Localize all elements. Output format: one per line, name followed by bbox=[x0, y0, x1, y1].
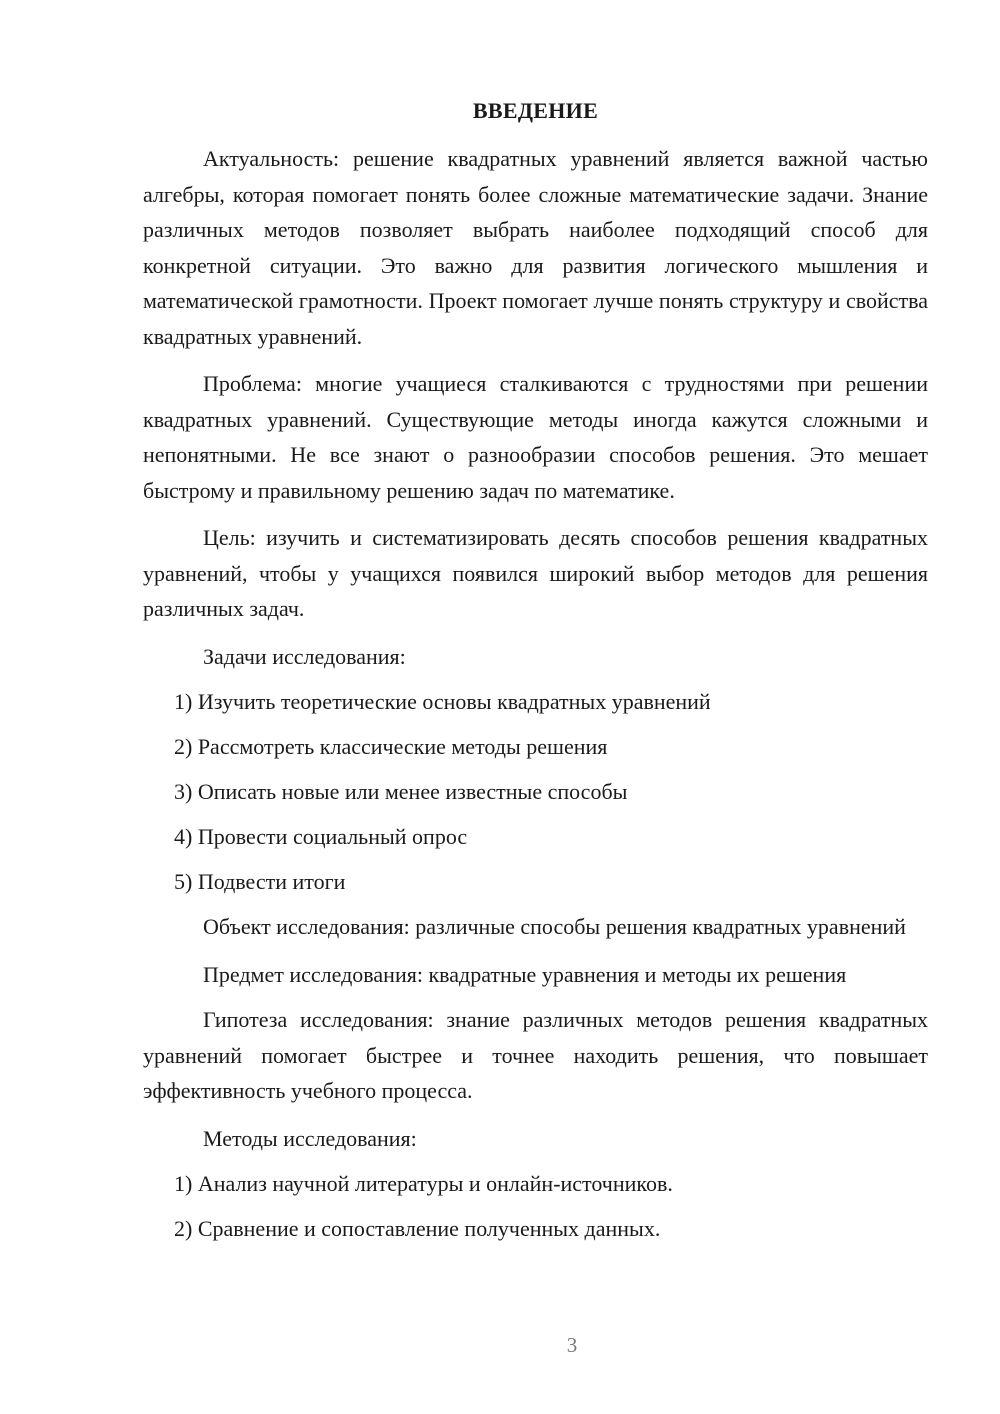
hypothesis-paragraph: Гипотеза исследования: знание различных методов решения квадратных уравнений помогает быстрее и точнее находить решения, что повышает эффективность учебного процесса. bbox=[143, 1007, 928, 1103]
task-item-4: 4) Провести социальный опрос bbox=[174, 824, 468, 849]
tasks-heading: Задачи исследования: bbox=[203, 643, 406, 669]
task-item-1: 1) Изучить теоретические основы квадратных уравнений bbox=[174, 689, 711, 714]
page-number: 3 bbox=[566, 1333, 578, 1357]
page-content bbox=[143, 96, 928, 1256]
task-item-3: 3) Описать новые или менее известные способы bbox=[174, 779, 628, 804]
goal-paragraph: Цель: изучить и систематизировать десять способов решения квадратных уравнений, чтобы у учащихся появился широкий выбор методов для решения различных задач. bbox=[143, 525, 928, 621]
method-item-2: 2) Сравнение и сопоставление полученных данных. bbox=[174, 1216, 661, 1241]
section-title: ВВЕДЕНИЕ bbox=[472, 98, 599, 123]
subject-paragraph: Предмет исследования: квадратные уравнения и методы их решения bbox=[203, 961, 847, 987]
methods-heading: Методы исследования: bbox=[203, 1125, 417, 1151]
object-paragraph: Объект исследования: различные способы решения квадратных уравнений bbox=[203, 914, 906, 939]
relevance-paragraph: Актуальность: решение квадратных уравнений является важной частью алгебры, которая помогает понять более сложные математические задачи. Знание различных методов позволяет выбрать наиболее подходящий способ для конкретной ситуации. Это важно для развития логического мышления и математической грамотности. Проект помогает лучше понять структуру и свойства квадратных уравнений. bbox=[143, 146, 928, 349]
task-item-2: 2) Рассмотреть классические методы решения bbox=[174, 734, 608, 759]
tasks-list bbox=[143, 684, 928, 899]
methods-list bbox=[143, 1166, 928, 1246]
task-item-5: 5) Подвести итоги bbox=[174, 869, 346, 894]
problem-paragraph: Проблема: многие учащиеся сталкиваются с трудностями при решении квадратных уравнений. Существующие методы иногда кажутся сложными и непонятными. Не все знают о разнообразии способов решения. Это мешает быстрому и правильному решению задач по математике. bbox=[143, 371, 928, 503]
method-item-1: 1) Анализ научной литературы и онлайн-источников. bbox=[174, 1171, 673, 1196]
